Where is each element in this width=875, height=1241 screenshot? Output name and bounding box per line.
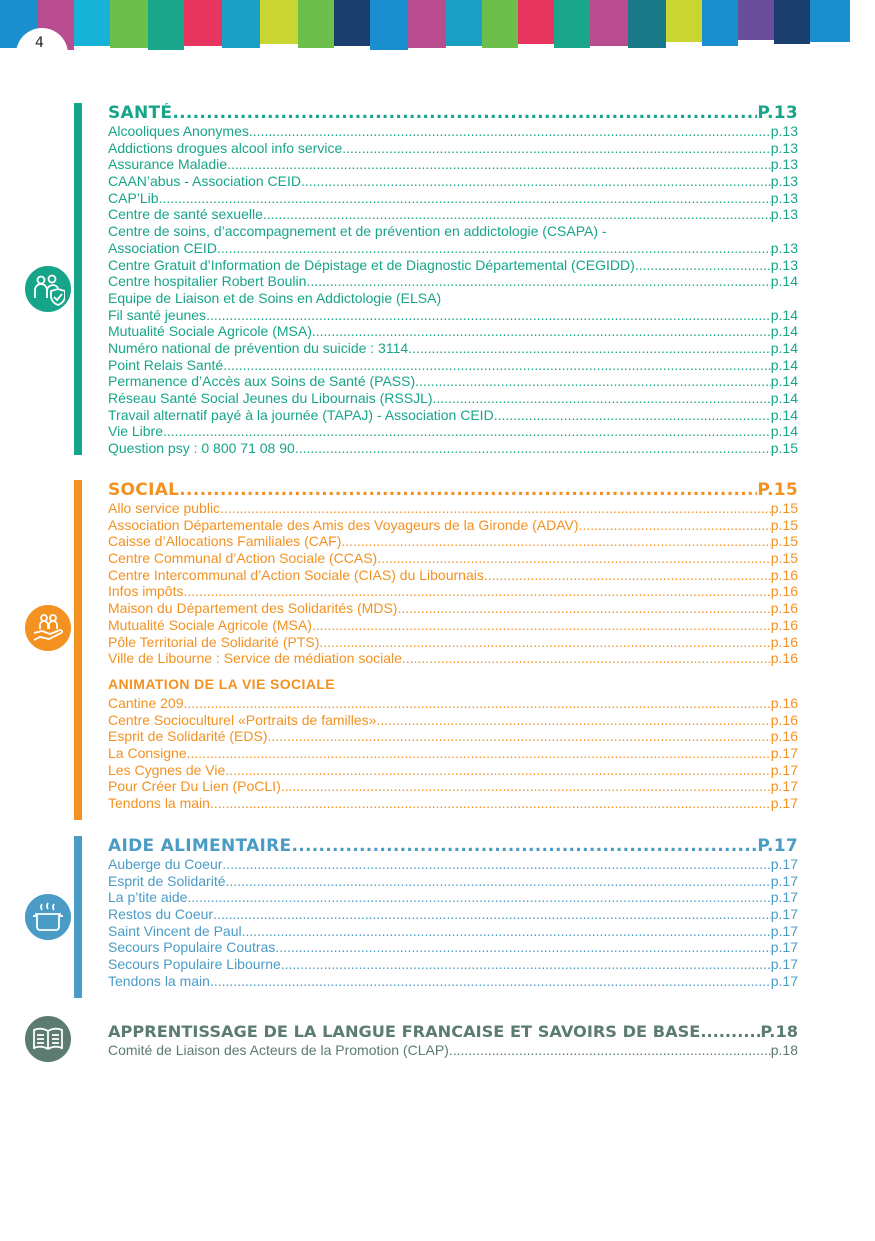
- entry-label: Association Départementale des Amis des Voyageurs de la Gironde (ADAV): [108, 516, 579, 533]
- entry-page: p.15: [770, 550, 798, 567]
- entry-label: Tendons la main: [108, 972, 210, 989]
- toc-entry[interactable]: [108, 600, 798, 617]
- leader-dots: [225, 762, 770, 779]
- entry-label: Esprit de Solidarité (EDS): [108, 728, 268, 745]
- entry-label: Addictions drogues alcool info service: [108, 139, 343, 156]
- entry-label: Equipe de Liaison et de Soins en Addictologie (ELSA): [108, 289, 442, 306]
- toc-entry[interactable]: [108, 273, 798, 290]
- entry-page: p.15: [770, 500, 798, 516]
- entry-page: p.13: [770, 189, 798, 206]
- entry-label: Cantine 209: [108, 694, 184, 711]
- entry-page: p.13: [770, 256, 798, 273]
- color-stripe: [222, 0, 260, 48]
- entry-page: p.16: [770, 616, 798, 633]
- leader-dots: [268, 728, 771, 745]
- section-heading[interactable]: AIDE ALIMENTAIRE ..... P.17: [108, 836, 798, 856]
- entry-page: p.14: [770, 356, 798, 373]
- color-stripe: [738, 0, 774, 40]
- page-number: 4: [35, 35, 44, 51]
- leader-dots: [484, 567, 771, 584]
- toc-entry[interactable]: [108, 923, 798, 940]
- section-sante: [74, 103, 804, 455]
- leader-dots: [249, 123, 771, 140]
- entry-page: p.16: [770, 566, 798, 583]
- leader-dots: [579, 517, 771, 534]
- color-stripe: [774, 0, 810, 44]
- entry-page: p.14: [770, 306, 798, 323]
- entry-label: Esprit de Solidarité: [108, 872, 226, 889]
- color-stripe: [370, 0, 408, 50]
- color-stripe: [554, 0, 590, 48]
- entry-page: p.15: [770, 440, 798, 457]
- toc-entry[interactable]: [108, 440, 798, 457]
- leader-dots: [449, 1042, 771, 1059]
- entry-label: Numéro national de prévention du suicide : 3114: [108, 339, 409, 356]
- toc-entry[interactable]: [108, 634, 798, 651]
- toc-entry[interactable]: [108, 712, 798, 729]
- entry-label: Permanence d’Accès aux Soins de Santé (PASS): [108, 373, 416, 390]
- entry-label: Ville de Libourne : Service de médiation sociale: [108, 650, 402, 667]
- toc-entry[interactable]: [108, 307, 798, 324]
- entry-page: p.14: [770, 323, 798, 340]
- toc-entry[interactable]: [108, 206, 798, 223]
- entry-page: p.14: [770, 339, 798, 356]
- toc-entry[interactable]: [108, 956, 798, 973]
- entry-page: p.13: [770, 173, 798, 190]
- entry-label: Pour Créer Du Lien (PoCLI): [108, 778, 281, 795]
- entry-label: Alcooliques Anonymes: [108, 123, 249, 139]
- toc-entry[interactable]: [108, 290, 798, 307]
- entry-page: p.13: [770, 206, 798, 223]
- leader-dots: [281, 778, 771, 795]
- entry-label: Vie Libre: [108, 423, 164, 440]
- toc-entry[interactable]: [108, 762, 798, 779]
- entry-page: p.17: [770, 872, 798, 889]
- leader-dots: [227, 156, 771, 173]
- toc-entry[interactable]: [108, 517, 798, 534]
- entry-label: CAP’Lib: [108, 189, 159, 206]
- toc-entry[interactable]: [108, 173, 798, 190]
- leader-dots: [159, 190, 771, 207]
- leader-dots: [397, 600, 770, 617]
- entry-label: Restos du Coeur: [108, 906, 214, 923]
- leader-dots: [635, 257, 771, 274]
- toc-entry[interactable]: [108, 856, 798, 873]
- entry-page: p.14: [770, 373, 798, 390]
- toc-entry[interactable]: [108, 240, 798, 257]
- color-stripe: [446, 0, 482, 46]
- entry-page: p.17: [770, 922, 798, 939]
- toc-entry[interactable]: [108, 873, 798, 890]
- leader-dots: [223, 357, 771, 374]
- entry-page: p.17: [770, 761, 798, 778]
- leader-dots: [187, 745, 771, 762]
- entry-page: p.14: [770, 423, 798, 440]
- section-bar: [74, 480, 82, 820]
- leader-dots: [402, 650, 771, 667]
- toc-entry[interactable]: [108, 889, 798, 906]
- toc-entry[interactable]: [108, 390, 798, 407]
- entry-page: p.14: [770, 390, 798, 406]
- toc-entry[interactable]: [108, 500, 798, 517]
- leader-dots: [206, 307, 771, 324]
- section-aide-alimentaire: [74, 836, 804, 998]
- entry-page: p.13: [770, 139, 798, 156]
- toc-entry[interactable]: [108, 973, 798, 990]
- color-stripe-banner: [0, 0, 875, 48]
- hand-people-icon: [22, 602, 74, 654]
- entry-label: Mutualité Sociale Agricole (MSA): [108, 616, 312, 633]
- color-stripe: [408, 0, 446, 48]
- toc-entry[interactable]: [108, 939, 798, 956]
- section-bar: [74, 836, 82, 998]
- entry-label: Secours Populaire Coutras: [108, 939, 276, 956]
- section-heading[interactable]: SOCIAL ..... P.15: [108, 480, 798, 500]
- toc-entry[interactable]: [108, 533, 798, 550]
- entry-page: p.16: [770, 600, 798, 617]
- leader-dots: [210, 795, 771, 812]
- leader-dots: [341, 533, 770, 550]
- section-heading[interactable]: APPRENTISSAGE DE LA LANGUE FRANCAISE ET SAVOIRS DE BASE ..... P.18: [108, 1022, 798, 1042]
- entry-page: p.17: [770, 956, 798, 973]
- leader-dots: [183, 583, 770, 600]
- leader-dots: [263, 206, 771, 223]
- color-stripe: [110, 0, 148, 48]
- cooking-pot-icon: [22, 891, 74, 943]
- entry-label: La p’tite aide: [108, 889, 188, 906]
- entry-label: Auberge du Coeur: [108, 856, 223, 872]
- entry-label: Secours Populaire Libourne: [108, 956, 281, 973]
- entry-label: Centre de santé sexuelle: [108, 206, 263, 223]
- leader-dots: [275, 939, 770, 956]
- entry-label: La Consigne: [108, 744, 187, 761]
- toc-entry[interactable]: [108, 778, 798, 795]
- toc-entry[interactable]: [108, 795, 798, 812]
- toc-entry[interactable]: [108, 340, 798, 357]
- entry-page: p.16: [770, 633, 798, 650]
- section-bar: [74, 103, 82, 455]
- entry-page: p.13: [770, 123, 798, 139]
- entry-label: Fil santé jeunes: [108, 306, 207, 323]
- color-stripe: [702, 0, 738, 46]
- section-entries: [108, 836, 798, 990]
- entry-label: Centre hospitalier Robert Boulin: [108, 273, 307, 290]
- entry-page: p.17: [770, 889, 798, 906]
- leader-dots: [408, 340, 771, 357]
- color-stripe: [810, 0, 850, 42]
- leader-dots: [295, 440, 771, 457]
- leader-dots: [415, 373, 771, 390]
- entry-page: p.18: [770, 1042, 798, 1058]
- toc-entry[interactable]: [108, 728, 798, 745]
- leader-dots: [301, 173, 771, 190]
- color-stripe: [482, 0, 518, 48]
- entry-page: p.16: [770, 728, 798, 745]
- health-people-shield-icon: [22, 263, 74, 315]
- entry-page: p.14: [770, 273, 798, 290]
- entry-page: p.16: [770, 694, 798, 711]
- entry-label: Comité de Liaison des Acteurs de la Promotion (CLAP): [108, 1042, 449, 1058]
- leader-dots: [342, 140, 771, 157]
- entry-label: Infos impôts: [108, 583, 184, 600]
- entry-page: p.16: [770, 650, 798, 667]
- entry-label: Caisse d’Allocations Familiales (CAF): [108, 533, 342, 550]
- entry-label: Centre Socioculturel «Portraits de familles»: [108, 711, 377, 728]
- leader-dots: [494, 407, 771, 424]
- toc-entry[interactable]: [108, 140, 798, 157]
- entry-page: p.13: [770, 156, 798, 173]
- color-stripe: [628, 0, 666, 48]
- toc-entry[interactable]: [108, 357, 798, 374]
- entry-label: Association CEID: [108, 239, 217, 256]
- toc-entry[interactable]: [108, 617, 798, 634]
- leader-dots: [210, 973, 771, 990]
- entry-page: p.16: [770, 711, 798, 728]
- toc-entry[interactable]: [108, 156, 798, 173]
- leader-dots: [187, 889, 770, 906]
- entry-label: Mutualité Sociale Agricole (MSA): [108, 323, 312, 340]
- toc-entry[interactable]: [108, 257, 798, 274]
- toc-entry[interactable]: [108, 583, 798, 600]
- entry-page: p.17: [770, 744, 798, 761]
- entry-label: Centre de soins, d’accompagnement et de prévention en addictologie (CSAPA) -: [108, 223, 607, 240]
- toc-entry[interactable]: [108, 223, 798, 240]
- color-stripe: [74, 0, 110, 46]
- color-stripe: [260, 0, 298, 44]
- leader-dots: [312, 617, 771, 634]
- toc-entry[interactable]: [108, 745, 798, 762]
- entry-page: p.17: [770, 795, 798, 811]
- entry-label: Centre Gratuit d’Information de Dépistage et de Diagnostic Départemental (CEGIDD): [108, 256, 635, 273]
- entry-label: Centre Communal d’Action Sociale (CCAS): [108, 550, 378, 567]
- toc-entry[interactable]: [108, 567, 798, 584]
- section-entries: [108, 1022, 798, 1059]
- entry-page: p.15: [770, 533, 798, 550]
- entry-page: p.17: [770, 939, 798, 956]
- entry-page: p.15: [770, 516, 798, 533]
- toc-entry[interactable]: [108, 323, 798, 340]
- entry-label: Pôle Territorial de Solidarité (PTS): [108, 633, 320, 650]
- leader-dots: [312, 323, 771, 340]
- color-stripe: [334, 0, 370, 46]
- section-social: [74, 480, 804, 820]
- leader-dots: [281, 956, 771, 973]
- toc-entry[interactable]: [108, 407, 798, 424]
- leader-dots: [319, 634, 770, 651]
- color-stripe: [184, 0, 222, 46]
- entry-label: Assurance Maladie: [108, 156, 228, 173]
- entry-label: Les Cygnes de Vie: [108, 761, 226, 778]
- entry-page: p.17: [770, 972, 798, 989]
- leader-dots: [376, 712, 770, 729]
- color-stripe: [518, 0, 554, 44]
- toc-entry[interactable]: [108, 190, 798, 207]
- leader-dots: [220, 500, 771, 517]
- color-stripe: [666, 0, 702, 42]
- leader-dots: [226, 873, 771, 890]
- toc-entry[interactable]: [108, 373, 798, 390]
- entry-label: Saint Vincent de Paul: [108, 922, 242, 939]
- entry-label: Maison du Département des Solidarités (MDS): [108, 600, 398, 617]
- entry-page: p.16: [770, 583, 798, 600]
- color-stripe: [590, 0, 628, 46]
- entry-page: p.17: [770, 778, 798, 795]
- entry-page: p.13: [770, 239, 798, 256]
- leader-dots: [433, 390, 771, 407]
- toc-entry[interactable]: [108, 123, 798, 140]
- toc-entry[interactable]: [108, 423, 798, 440]
- entry-label: Question psy : 0 800 71 08 90: [108, 440, 295, 457]
- color-stripe: [298, 0, 334, 48]
- entry-label: Point Relais Santé: [108, 356, 224, 373]
- leader-dots: [222, 856, 770, 873]
- section-entries: [108, 480, 798, 812]
- leader-dots: [217, 240, 771, 257]
- entry-page: p.17: [770, 856, 798, 872]
- entry-label: Travail alternatif payé à la journée (TAPAJ) - Association CEID: [108, 406, 494, 423]
- section-apprentissage: [74, 1022, 804, 1062]
- entry-label: Réseau Santé Social Jeunes du Libournais (RSSJL): [108, 390, 433, 406]
- entry-label: Centre Intercommunal d’Action Sociale (CIAS) du Libournais: [108, 566, 484, 583]
- leader-dots: [184, 695, 771, 712]
- subsection-heading: ANIMATION DE LA VIE SOCIALE: [108, 675, 336, 692]
- entry-label: Tendons la main: [108, 795, 210, 811]
- toc-entry[interactable]: [108, 695, 798, 712]
- entry-label: CAAN’abus - Association CEID: [108, 173, 301, 190]
- leader-dots: [306, 273, 770, 290]
- leader-dots: [242, 923, 771, 940]
- entry-page: p.17: [770, 906, 798, 923]
- toc-entry[interactable]: [108, 1042, 798, 1059]
- color-stripe: [148, 0, 184, 50]
- toc-entry[interactable]: [108, 650, 798, 667]
- leader-dots: [163, 423, 771, 440]
- leader-dots: [213, 906, 771, 923]
- entry-page: p.14: [770, 406, 798, 423]
- section-entries: [108, 103, 798, 457]
- section-heading[interactable]: SANTÉ ..... P.13: [108, 103, 798, 123]
- entry-label: Allo service public: [108, 500, 221, 516]
- toc-entry[interactable]: [108, 550, 798, 567]
- open-book-icon: [22, 1013, 74, 1065]
- leader-dots: [377, 550, 771, 567]
- toc-entry[interactable]: [108, 906, 798, 923]
